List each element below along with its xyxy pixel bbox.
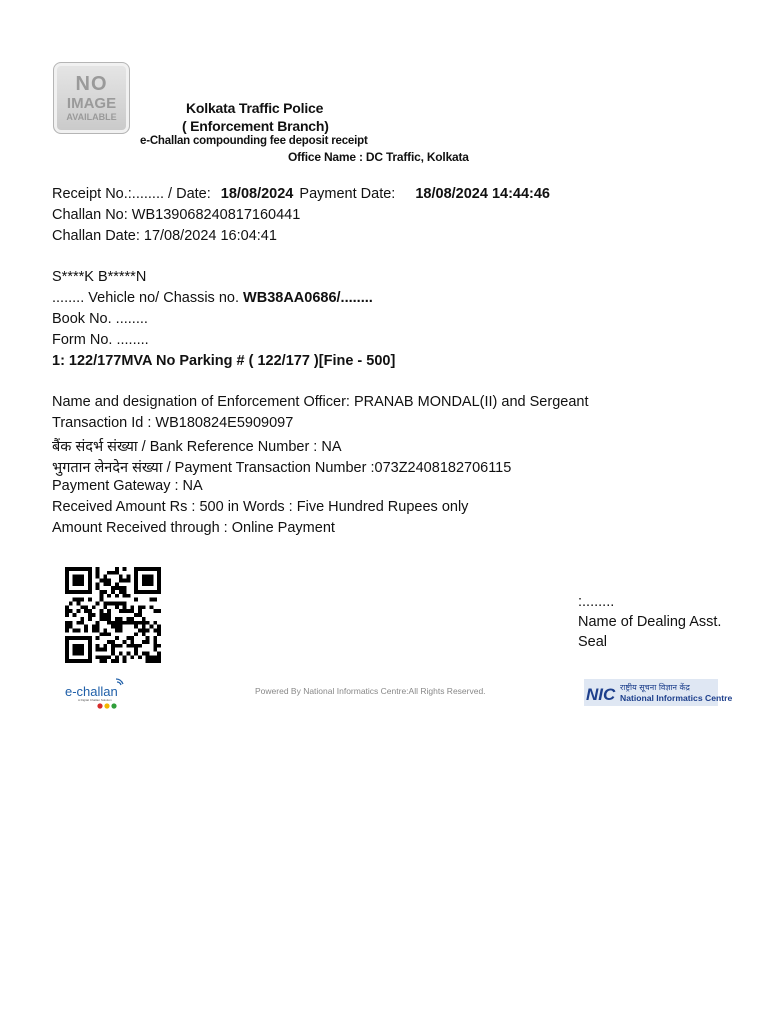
echallan-tagline: A Digital Challan Solution [78, 698, 112, 702]
placeholder-text-line1: NO [75, 73, 108, 95]
vehicle-line [52, 290, 373, 306]
nic-hindi-name: राष्ट्रीय सूचना विज्ञान केंद्र [620, 683, 690, 692]
payment-date-label: Payment Date: [299, 186, 396, 202]
receipt-no-label: Receipt No.:........ / Date: [52, 186, 211, 202]
challan-date: Challan Date: 17/08/2024 16:04:41 [52, 228, 277, 244]
transaction-id: Transaction Id : WB180824E5909097 [52, 415, 294, 431]
green-light-icon [111, 703, 116, 708]
document-title: e-Challan compounding fee deposit receipt [140, 135, 368, 147]
offender-name: S****K B*****N [52, 269, 147, 285]
signature-dots: :........ [578, 594, 615, 610]
no-image-placeholder [53, 62, 130, 134]
payment-date: 18/08/2024 14:44:46 [415, 186, 551, 202]
payment-gateway: Payment Gateway : NA [52, 478, 203, 494]
payment-transaction-number: भुगतान लेनदेन संख्या / Payment Transaction Number :073Z2408182706115 [52, 460, 512, 476]
seal-label: Seal [578, 634, 608, 650]
dealing-assistant-label: Name of Dealing Asst. [578, 614, 722, 630]
amount-received-through: Amount Received through : Online Payment [52, 520, 335, 536]
office-name: Office Name : DC Traffic, Kolkata [288, 150, 469, 164]
nic-english-name: National Informatics Centre [620, 693, 733, 703]
nic-logo-mark: NIC [586, 685, 616, 704]
challan-no: Challan No: WB139068240817160441 [52, 207, 301, 223]
echallan-logo-text: e-challan [65, 684, 118, 699]
branch-title: ( Enforcement Branch) [182, 118, 329, 134]
receipt-date: 18/08/2024 [220, 186, 294, 202]
vehicle-label: ........ Vehicle no/ Chassis no. [52, 290, 239, 306]
red-light-icon [97, 703, 102, 708]
org-title: Kolkata Traffic Police [186, 100, 324, 116]
book-no: Book No. ........ [52, 311, 148, 327]
received-amount: Received Amount Rs : 500 in Words : Five Hundred Rupees only [52, 499, 469, 515]
qr-code [62, 567, 164, 663]
nic-logo [584, 679, 733, 706]
yellow-light-icon [104, 703, 109, 708]
form-no: Form No. ........ [52, 332, 149, 348]
enforcement-officer: Name and designation of Enforcement Officer: PRANAB MONDAL(II) and Sergeant [52, 394, 589, 410]
receipt-line [52, 186, 550, 202]
placeholder-text-line3: AVAILABLE [66, 112, 117, 122]
vehicle-number: WB38AA0686/........ [243, 290, 373, 306]
powered-by-text: Powered By National Informatics Centre:All Rights Reserved. [255, 686, 486, 696]
offence-detail: 1: 122/177MVA No Parking # ( 122/177 )[Fine - 500] [52, 353, 396, 369]
bank-reference: बैंक संदर्भ संख्या / Bank Reference Number : NA [52, 439, 342, 455]
placeholder-text-line2: IMAGE [66, 95, 117, 112]
echallan-logo [64, 677, 130, 711]
